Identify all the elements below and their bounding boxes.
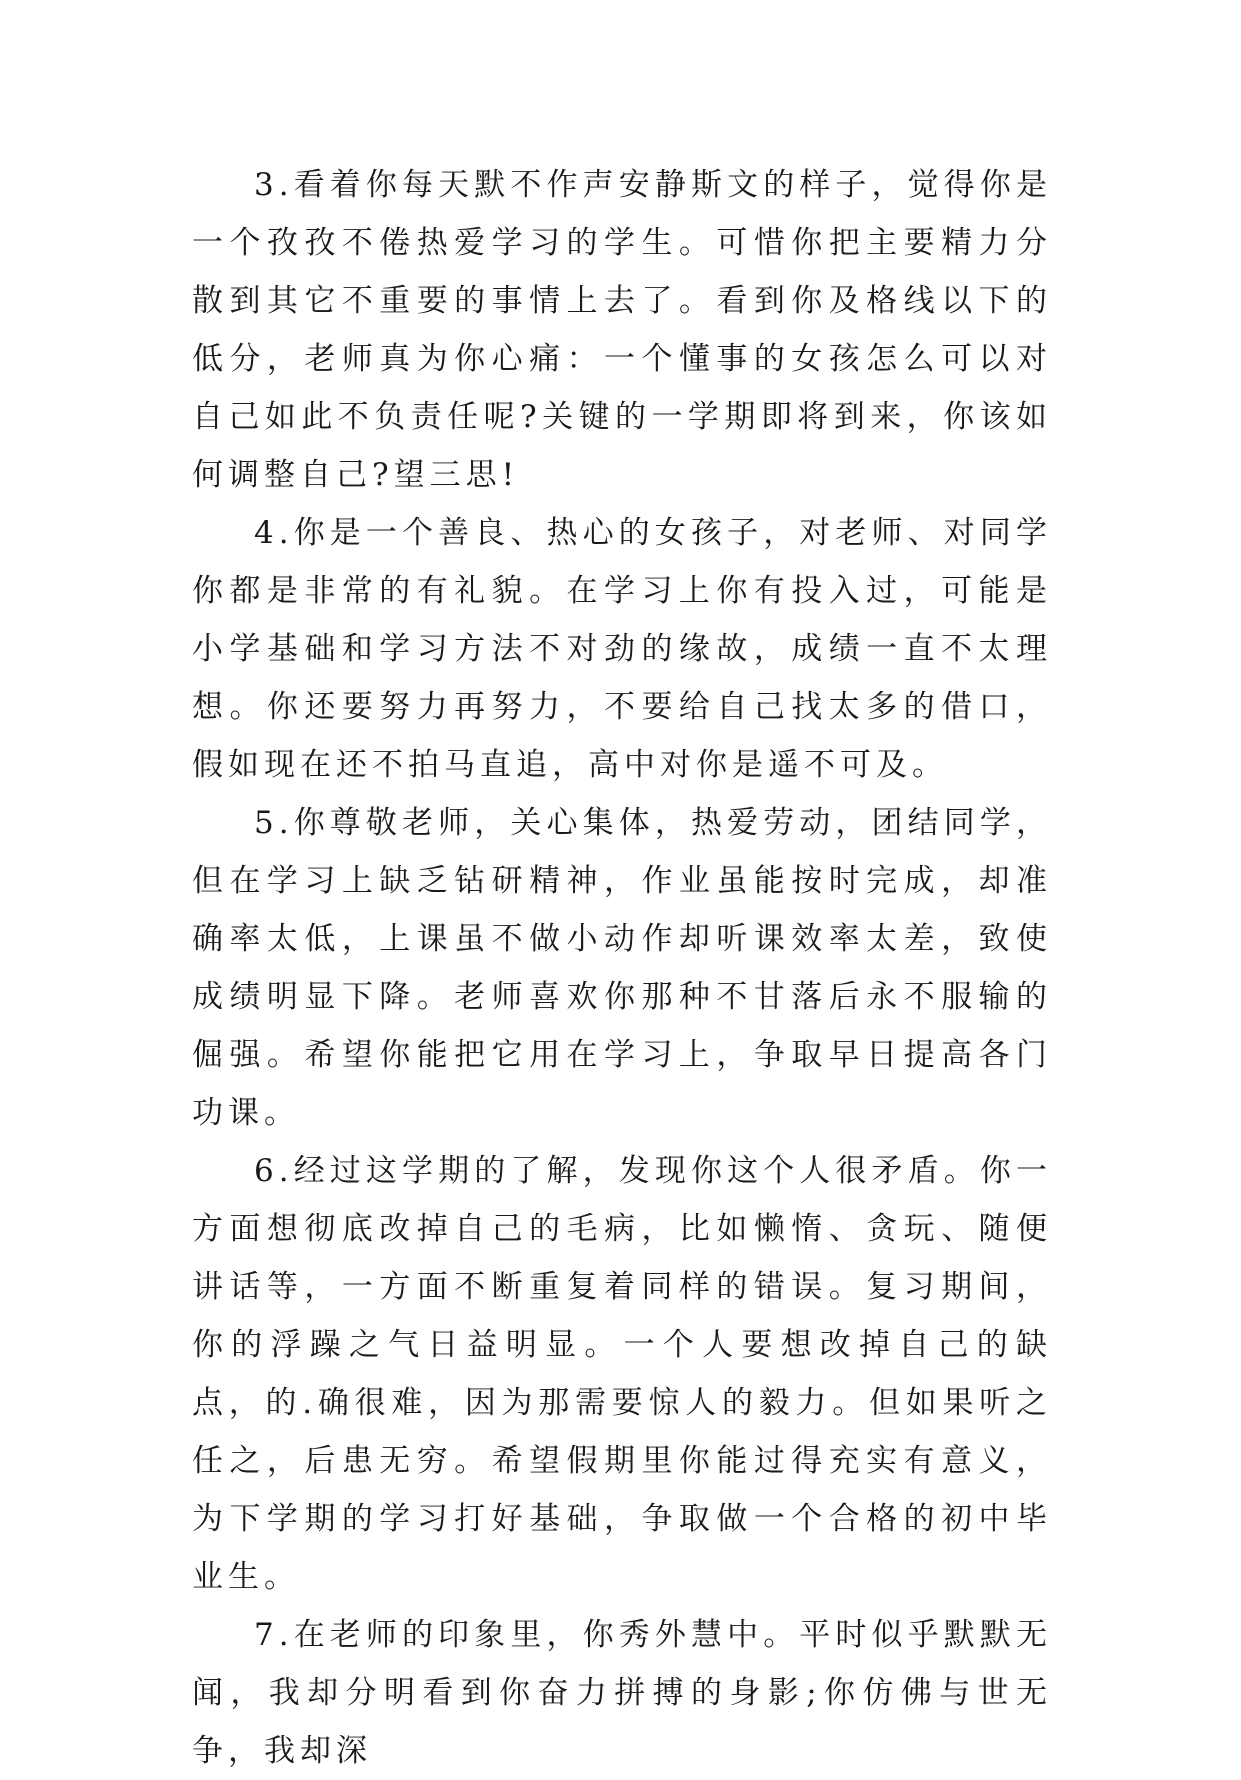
comment-paragraph-5: 5.你尊敬老师，关心集体，热爱劳动，团结同学，但在学习上缺乏钻研精神，作业虽能按时完成，却准确率太低，上课虽不做小动作却听课效率太差，致使成绩明显下降。老师喜欢你那种不甘落后永不服输的倔强。希望你能把它用在学习上，争取早日提高各门功课。 xyxy=(192,805,1052,1131)
comment-paragraph-3: 3.看着你每天默不作声安静斯文的样子，觉得你是一个孜孜不倦热爱学习的学生。可惜你把主要精力分散到其它不重要的事情上去了。看到你及格线以下的低分，老师真为你心痛：一个懂事的女孩怎么可以对自己如此不负责任呢?关键的一学期即将到来，你该如何调整自己?望三思! xyxy=(192,167,1052,493)
comment-paragraph-6: 6.经过这学期的了解，发现你这个人很矛盾。你一方面想彻底改掉自己的毛病，比如懒惰、贪玩、随便讲话等，一方面不断重复着同样的错误。复习期间，你的浮躁之气日益明显。一个人要想改掉自己的缺点，的.确很难，因为那需要惊人的毅力。但如果听之任之，后患无穷。希望假期里你能过得充实有意义，为下学期的学习打好基础，争取做一个合格的初中毕业生。 xyxy=(192,1153,1052,1595)
document-body xyxy=(192,156,1052,1780)
comment-paragraph-4: 4.你是一个善良、热心的女孩子，对老师、对同学你都是非常的有礼貌。在学习上你有投入过，可能是小学基础和学习方法不对劲的缘故，成绩一直不太理想。你还要努力再努力，不要给自己找太多的借口，假如现在还不拍马直追，高中对你是遥不可及。 xyxy=(192,515,1052,783)
comment-paragraph-7: 7.在老师的印象里，你秀外慧中。平时似乎默默无闻，我却分明看到你奋力拼搏的身影;你仿佛与世无争，我却深 xyxy=(192,1617,1052,1769)
